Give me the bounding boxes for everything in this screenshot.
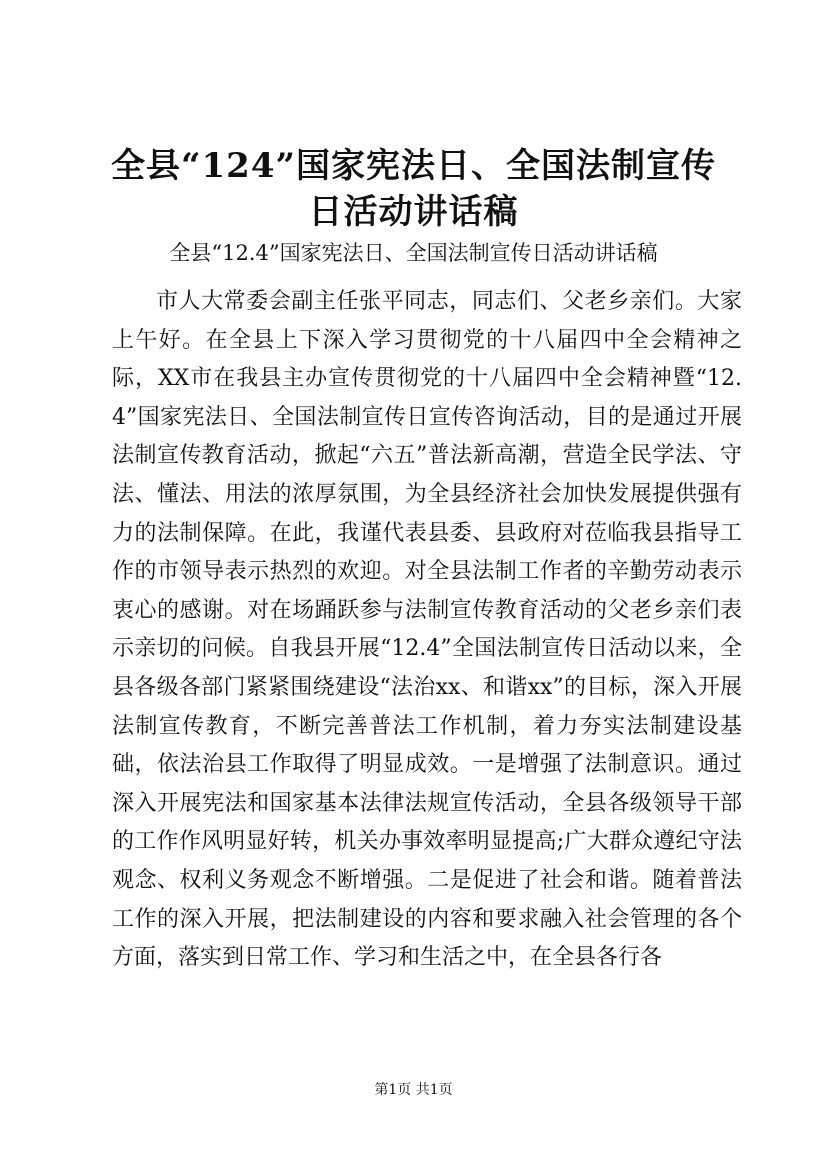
page-footer: 第1页 共1页 (374, 1082, 453, 1098)
document-subtitle: 全县“12.4”国家宪法日、全国法制宣传日活动讲话稿 (169, 241, 658, 265)
document-title: 全县“124”国家宪法日、全国法制宣传日活动讲话稿 (110, 146, 717, 232)
document-body: 市人大常委会副主任张平同志，同志们、父老乡亲们。大家上午好。在全县上下深入学习贯彻党的十八届四中全会精神之际，XX市在我县主办宣传贯彻党的十八届四中全会精神暨“12.4”国家宪法日、全国法制宣传日宣传咨询活动，目的是通过开展法制宣传教育活动，掀起“六五”普法新高潮，营造全民学法、守法、懂法、用法的浓厚氛围，为全县经济社会加快发展提供强有力的法制保障。在此，我谨代表县委、县政府对莅临我县指导工作的市领导表示热烈的欢迎。对全县法制工作者的辛勤劳动表示衷心的感谢。对在场踊跃参与法制宣传教育活动的父老乡亲们表示亲切的问候。自我县开展“12.4”全国法制宣传日活动以来，全县各级各部门紧紧围绕建设“法治xx、和谐xx”的目标，深入开展法制宣传教育，不断完善普法工作机制，着力夯实法制建设基础，依法治县工作取得了明显成效。一是增强了法制意识。通过深入开展宪法和国家基本法律法规宣传活动，全县各级领导干部的工作作风明显好转，机关办事效率明显提高;广大群众遵纪守法观念、权利义务观念不断增强。二是促进了社会和谐。随着普法工作的深入开展，把法制建设的内容和要求融入社会管理的各个方面，落实到日常工作、学习和生活之中，在全县各行各 (112, 289, 742, 971)
